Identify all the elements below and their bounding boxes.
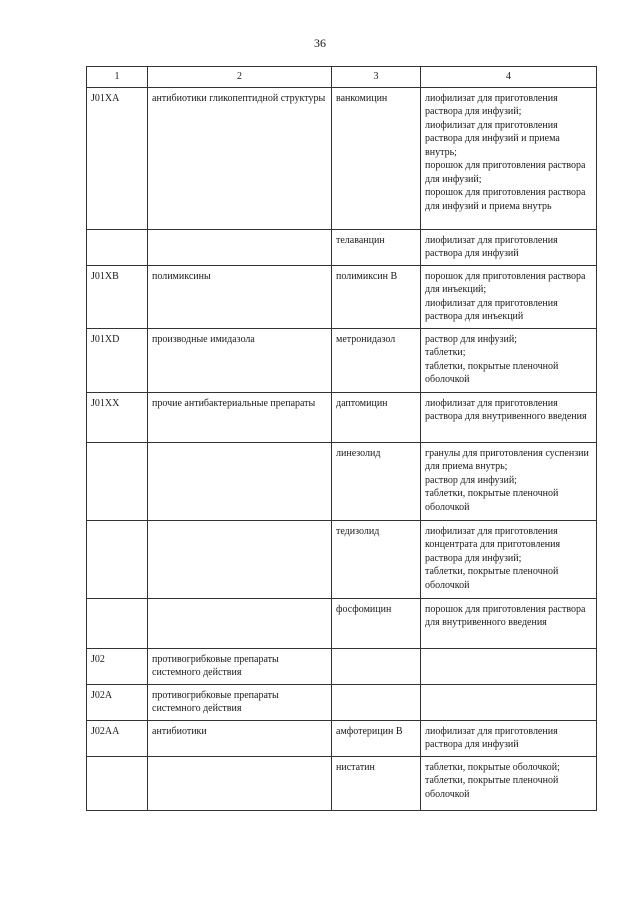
dosage-forms-cell xyxy=(421,648,597,684)
dosage-form-item: таблетки; xyxy=(425,347,466,358)
dosage-form-item: лиофилизат для приготовления раствора для инъекций xyxy=(425,297,558,322)
drug-name-cell xyxy=(332,684,421,720)
atc-code-cell xyxy=(87,442,148,520)
dosage-form-item: раствор для инфузий; xyxy=(425,333,517,345)
pharmacological-group-cell: производные имидазола xyxy=(148,328,332,392)
dosage-forms-cell xyxy=(421,265,597,328)
pharmacological-group-cell xyxy=(148,598,332,648)
dosage-form-item: лиофилизат для приготовления раствора для инфузий и приема внутрь; xyxy=(425,119,560,158)
table-row xyxy=(87,598,597,648)
dosage-forms-cell xyxy=(421,756,597,810)
header-col-3: 3 xyxy=(332,67,421,88)
drug-name-cell: нистатин xyxy=(332,756,421,810)
table-row xyxy=(87,442,597,520)
drug-name-cell: амфотерицин В xyxy=(332,720,421,756)
drug-name-cell: телаванцин xyxy=(332,229,421,265)
dosage-form-item: таблетки, покрытые пленочной оболочкой xyxy=(425,775,559,800)
dosage-form-item: порошок для приготовления раствора для инъекций; xyxy=(425,270,586,295)
dosage-form-item: лиофилизат для приготовления раствора для инфузий; xyxy=(425,92,558,117)
atc-code-cell: J02 xyxy=(87,648,148,684)
dosage-forms-cell xyxy=(421,520,597,598)
atc-code-cell: J01XX xyxy=(87,392,148,442)
atc-code-cell: J02A xyxy=(87,684,148,720)
dosage-form-item: порошок для приготовления раствора для инфузий; xyxy=(425,160,586,185)
drug-name-cell: линезолид xyxy=(332,442,421,520)
atc-code-cell: J01XD xyxy=(87,328,148,392)
pharmacological-group-cell: прочие антибактериальные препараты xyxy=(148,392,332,442)
pharmacological-group-cell xyxy=(148,756,332,810)
atc-code-cell: J02AA xyxy=(87,720,148,756)
header-col-1: 1 xyxy=(87,67,148,88)
dosage-form-item: раствор для инфузий; xyxy=(425,474,517,486)
drug-name-cell: фосфомицин xyxy=(332,598,421,648)
drug-name-cell: полимиксин В xyxy=(332,265,421,328)
dosage-form-item: порошок для приготовления раствора для внутривенного введения xyxy=(425,603,586,628)
atc-code-cell xyxy=(87,229,148,265)
atc-code-cell xyxy=(87,598,148,648)
drug-name-cell: тедизолид xyxy=(332,520,421,598)
dosage-forms-cell xyxy=(421,392,597,442)
drug-name-cell: ванкомицин xyxy=(332,87,421,229)
table-row xyxy=(87,265,597,328)
pharmacological-group-cell: противогрибковые препараты системного действия xyxy=(148,684,332,720)
dosage-form-item: таблетки, покрытые пленочной оболочкой xyxy=(425,360,559,385)
drug-table xyxy=(86,66,597,811)
table-row xyxy=(87,520,597,598)
table-row xyxy=(87,229,597,265)
header-col-4: 4 xyxy=(421,67,597,88)
pharmacological-group-cell xyxy=(148,520,332,598)
dosage-form-item: порошок для приготовления раствора для инфузий и приема внутрь xyxy=(425,187,586,212)
pharmacological-group-cell xyxy=(148,442,332,520)
header-col-2: 2 xyxy=(148,67,332,88)
dosage-forms-cell xyxy=(421,328,597,392)
dosage-forms-cell xyxy=(421,684,597,720)
atc-code-cell xyxy=(87,520,148,598)
dosage-form-item: лиофилизат для приготовления раствора для инфузий xyxy=(425,725,558,750)
table-row xyxy=(87,684,597,720)
table-row xyxy=(87,648,597,684)
page-number: 36 xyxy=(314,36,326,50)
dosage-forms-cell xyxy=(421,720,597,756)
dosage-form-item: таблетки, покрытые оболочкой; xyxy=(425,761,560,773)
dosage-form-item: таблетки, покрытые пленочной оболочкой xyxy=(425,488,559,513)
pharmacological-group-cell: антибиотики гликопептидной структуры xyxy=(148,87,332,229)
drug-name-cell: метронидазол xyxy=(332,328,421,392)
table-row xyxy=(87,328,597,392)
drug-name-cell xyxy=(332,648,421,684)
pharmacological-group-cell: противогрибковые препараты системного действия xyxy=(148,648,332,684)
table-row xyxy=(87,392,597,442)
table-body xyxy=(87,87,597,810)
dosage-form-item: лиофилизат для приготовления раствора для внутривенного введения xyxy=(425,397,587,422)
pharmacological-group-cell xyxy=(148,229,332,265)
drug-name-cell: даптомицин xyxy=(332,392,421,442)
atc-code-cell xyxy=(87,756,148,810)
dosage-forms-cell xyxy=(421,598,597,648)
atc-code-cell: J01XA xyxy=(87,87,148,229)
dosage-form-item: лиофилизат для приготовления раствора для инфузий xyxy=(425,234,558,259)
dosage-forms-cell xyxy=(421,87,597,229)
dosage-forms-cell xyxy=(421,229,597,265)
pharmacological-group-cell: полимиксины xyxy=(148,265,332,328)
table-header-row xyxy=(87,67,597,88)
atc-code-cell: J01XB xyxy=(87,265,148,328)
table-row xyxy=(87,87,597,229)
dosage-form-item: лиофилизат для приготовления концентрата для приготовления раствора для инфузий; xyxy=(425,525,561,564)
dosage-forms-cell xyxy=(421,442,597,520)
table-row xyxy=(87,756,597,810)
pharmacological-group-cell: антибиотики xyxy=(148,720,332,756)
table-row xyxy=(87,720,597,756)
dosage-form-item: таблетки, покрытые пленочной оболочкой xyxy=(425,566,559,591)
dosage-form-item: гранулы для приготовления суспензии для приема внутрь; xyxy=(425,447,589,472)
